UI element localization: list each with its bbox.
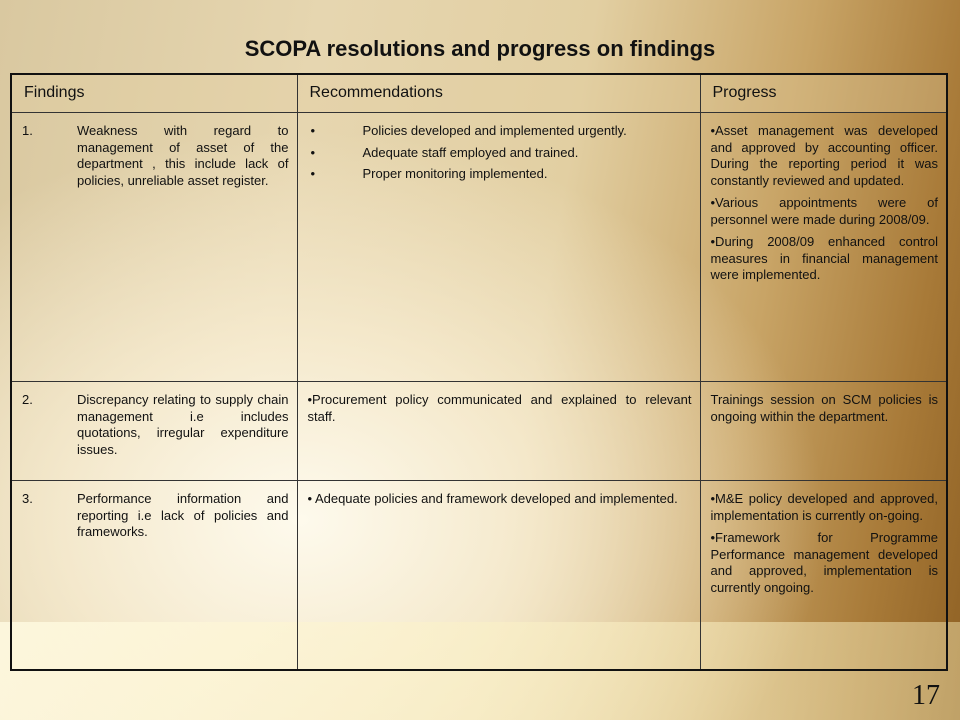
recommendation-cell: [297, 382, 700, 481]
bullet-icon: •: [310, 166, 316, 181]
bullet-icon: •: [310, 123, 316, 138]
recommendation-text: •Procurement policy communicated and explained to relevant staff.: [307, 392, 692, 424]
progress-text: •Asset management was developed and approved by accounting officer. During the reporting period it was constantly reviewed and updated.: [710, 123, 938, 188]
page-number: 17: [912, 680, 940, 711]
list-item: [308, 123, 692, 140]
recommendation-cell: [297, 113, 700, 382]
finding-number: 2.: [22, 392, 33, 407]
header-recommendations: Recommendations: [297, 74, 700, 113]
recommendation-text: Proper monitoring implemented.: [362, 166, 548, 181]
recommendation-cell: [297, 481, 700, 671]
recommendation-text: • Adequate policies and framework developed and implemented.: [307, 491, 678, 506]
progress-text: Trainings session on SCM policies is ongoing within the department.: [710, 392, 938, 424]
finding-number: 1.: [22, 123, 33, 138]
recommendation-text: Policies developed and implemented urgently.: [362, 123, 627, 138]
table-row: [11, 382, 947, 481]
progress-cell: [700, 113, 947, 382]
progress-text: •M&E policy developed and approved, implementation is currently on-going.: [710, 491, 938, 523]
progress-text: •During 2008/09 enhanced control measures in financial management were implemented.: [710, 234, 938, 282]
findings-table: [10, 73, 948, 671]
finding-number: 3.: [22, 491, 33, 506]
page-title: SCOPA resolutions and progress on findings: [244, 36, 716, 61]
table-header-row: [11, 74, 947, 113]
finding-cell: [11, 113, 297, 382]
finding-text: Performance information and reporting i.e lack of policies and frameworks.: [77, 491, 289, 539]
list-item: [308, 145, 692, 162]
progress-text: •Framework for Programme Performance management developed and approved, implementation is currently ongoing.: [710, 530, 938, 595]
bullet-icon: •: [310, 144, 316, 160]
progress-cell: [700, 481, 947, 671]
finding-cell: [11, 382, 297, 481]
finding-cell: [11, 481, 297, 671]
header-findings: Findings: [11, 74, 297, 113]
list-item: [308, 166, 692, 183]
header-progress: Progress: [700, 74, 947, 113]
progress-text: •Various appointments were of personnel were made during 2008/09.: [710, 195, 938, 227]
table-row: [11, 113, 947, 382]
table-row: [11, 481, 947, 671]
recommendation-text: Adequate staff employed and trained.: [362, 144, 579, 160]
finding-text: Discrepancy relating to supply chain management i.e includes quotations, irregular expenditure issues.: [77, 392, 289, 457]
progress-cell: [700, 382, 947, 481]
finding-text: Weakness with regard to management of asset of the department , this include lack of policies, unreliable asset register.: [77, 123, 289, 188]
